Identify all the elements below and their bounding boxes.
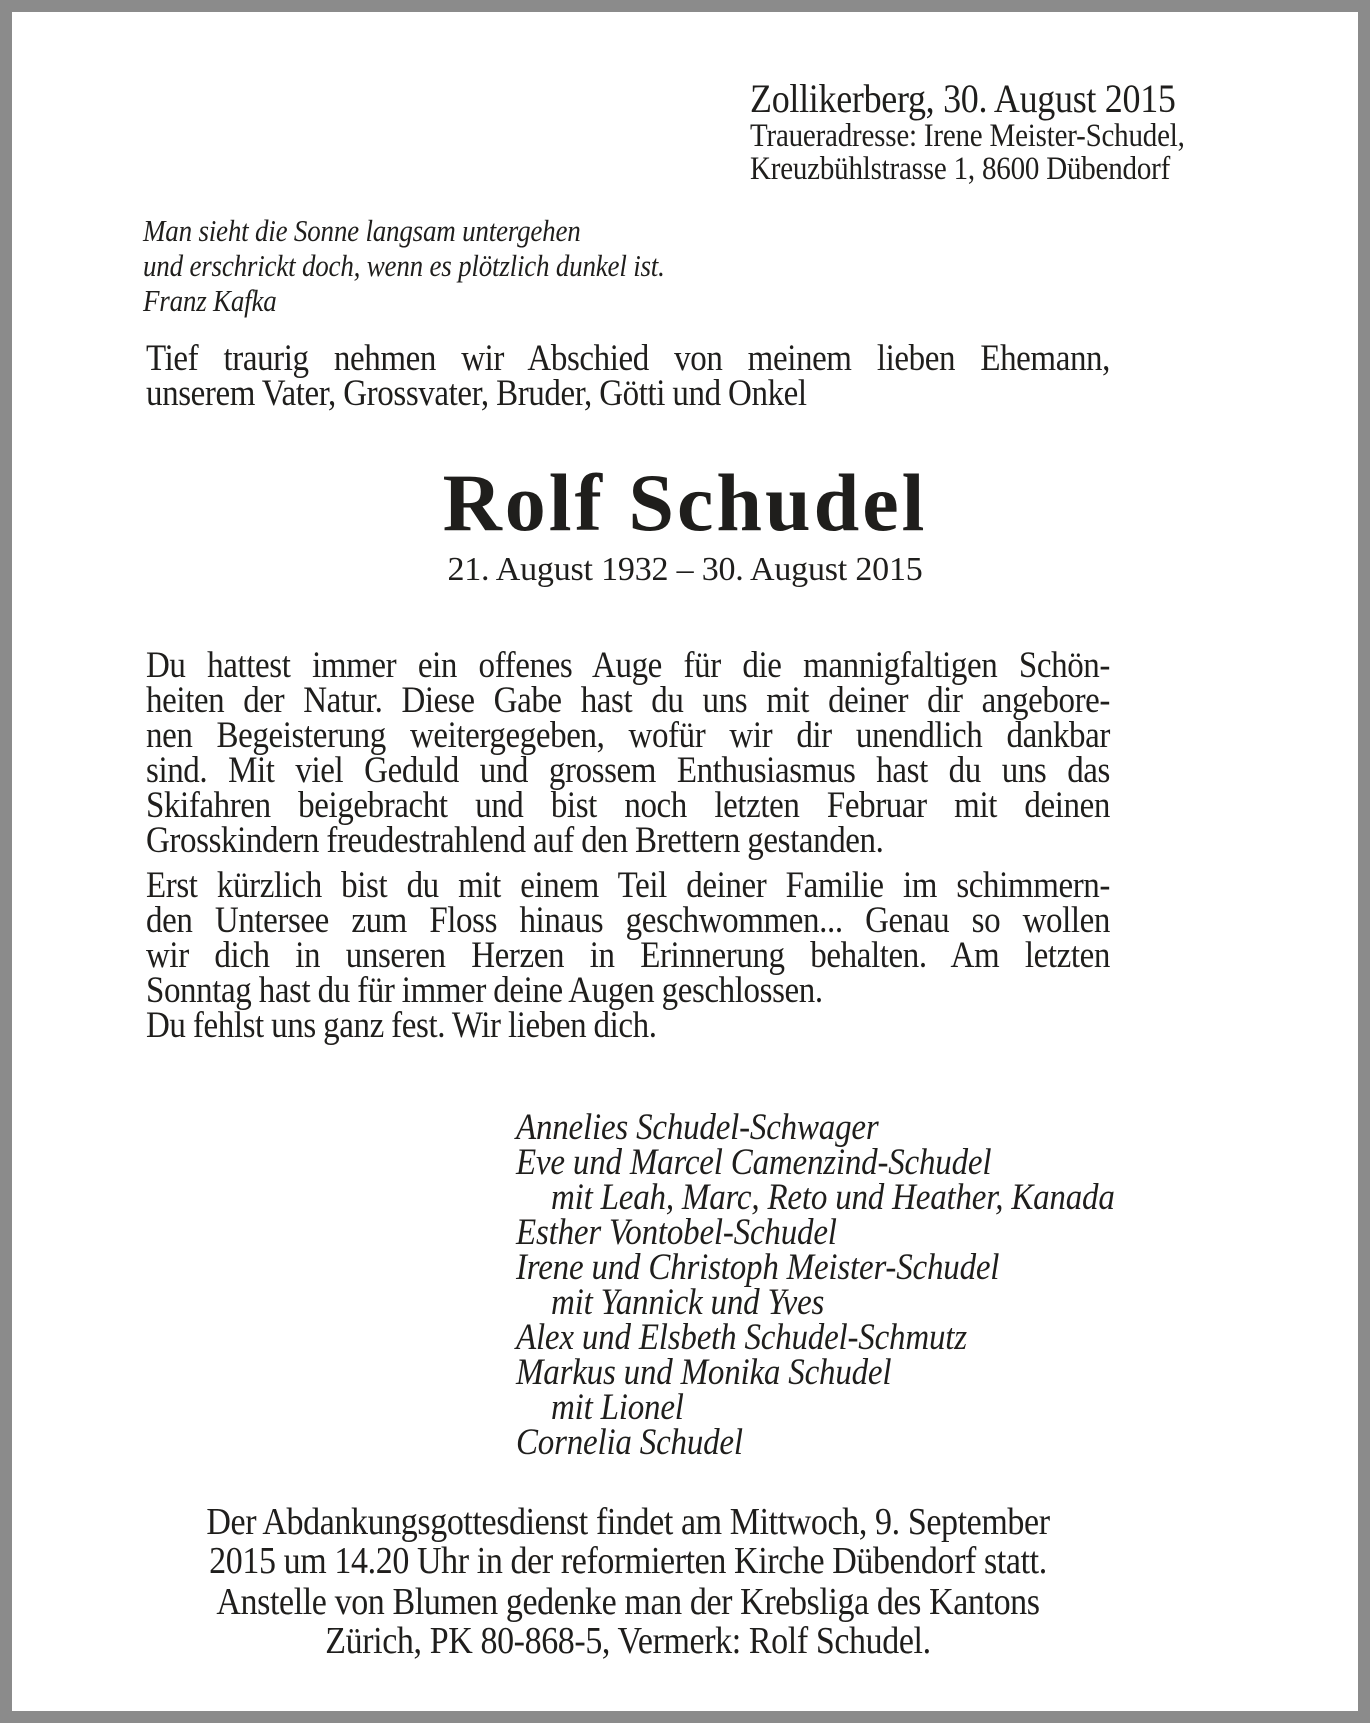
obituary-line: sind. Mit viel Geduld und grossem Enthusiasmus hast du uns das	[146, 750, 1110, 791]
epigraph-line: Man sieht die Sonne langsam untergehen	[143, 213, 581, 248]
obituary-paragraph	[146, 865, 1110, 1046]
service-info-block	[146, 1503, 1110, 1661]
obituary-line: nen Begeisterung weitergegeben, wofür wir dir unendlich dankbar	[146, 715, 1110, 756]
mourner-line: Esther Vontobel-Schudel	[516, 1212, 837, 1253]
obituary-line: Grosskindern freudestrahlend auf den Brettern gestanden.	[146, 820, 884, 861]
obituary-line: heiten der Natur. Diese Gabe hast du uns mit deiner dir angebore-	[146, 680, 1110, 721]
obituary-line: Sonntag hast du für immer deine Augen geschlossen.	[146, 970, 823, 1011]
mourners-list	[516, 1107, 1236, 1463]
mourner-line: Alex und Elsbeth Schudel-Schmutz	[516, 1317, 967, 1358]
announcement-block	[146, 338, 1110, 414]
deceased-life-dates: 21. August 1932 – 30. August 2015	[447, 551, 923, 588]
service-line: Zürich, PK 80-868-5, Vermerk: Rolf Schudel.	[325, 1620, 931, 1662]
epigraph-line: und erschrickt doch, wenn es plötzlich dunkel ist.	[143, 248, 665, 283]
mourner-line: Irene und Christoph Meister-Schudel	[516, 1247, 1000, 1288]
service-line: Der Abdankungsgottesdienst findet am Mittwoch, 9. September	[206, 1501, 1050, 1543]
obituary-line: wir dich in unseren Herzen in Erinnerung behalten. Am letzten	[146, 935, 1110, 976]
mourning-address-line: Kreuzbühlstrasse 1, 8600 Dübendorf	[750, 150, 1171, 187]
obituary-line: Du fehlst uns ganz fest. Wir lieben dich.	[146, 1005, 657, 1046]
obituary-paragraph	[146, 645, 1110, 861]
mourner-line: Eve und Marcel Camenzind-Schudel	[516, 1142, 992, 1183]
service-paragraph	[146, 1583, 1110, 1661]
epigraph-block	[143, 214, 843, 319]
scan-top-edge	[0, 0, 1370, 4]
dateline-block	[750, 78, 1310, 186]
deceased-name: Rolf Schudel	[442, 457, 928, 548]
service-paragraph	[146, 1503, 1110, 1581]
service-line: 2015 um 14.20 Uhr in der reformierten Kirche Dübendorf statt.	[209, 1540, 1047, 1582]
place-date: Zollikerberg, 30. August 2015	[750, 76, 1176, 122]
mourner-line: Cornelia Schudel	[516, 1422, 743, 1463]
announcement-line: unserem Vater, Grossvater, Bruder, Götti und Onkel	[146, 373, 807, 414]
mourner-line: mit Yannick und Yves	[551, 1282, 825, 1323]
mourner-line: Markus und Monika Schudel	[516, 1352, 892, 1393]
obituary-line: Erst kürzlich bist du mit einem Teil deiner Familie im schimmern-	[146, 865, 1110, 906]
obituary-line: Skifahren beigebracht und bist noch letzten Februar mit deinen	[146, 785, 1110, 826]
epigraph-author: Franz Kafka	[143, 283, 277, 318]
service-line: Anstelle von Blumen gedenke man der Krebsliga des Kantons	[216, 1581, 1040, 1623]
mourning-address-line: Traueradresse: Irene Meister-Schudel,	[750, 117, 1185, 154]
mourner-line: Annelies Schudel-Schwager	[516, 1107, 879, 1148]
mourner-line: mit Lionel	[551, 1387, 684, 1428]
obituary-text-block	[146, 645, 1110, 1046]
obituary-line: den Untersee zum Floss hinaus geschwommen... Genau so wollen	[146, 900, 1110, 941]
obituary-line: Du hattest immer ein offenes Auge für die mannigfaltigen Schön-	[146, 645, 1110, 686]
mourner-line: mit Leah, Marc, Reto und Heather, Kanada	[551, 1177, 1115, 1218]
announcement-line: Tief traurig nehmen wir Abschied von meinem lieben Ehemann,	[146, 338, 1110, 379]
